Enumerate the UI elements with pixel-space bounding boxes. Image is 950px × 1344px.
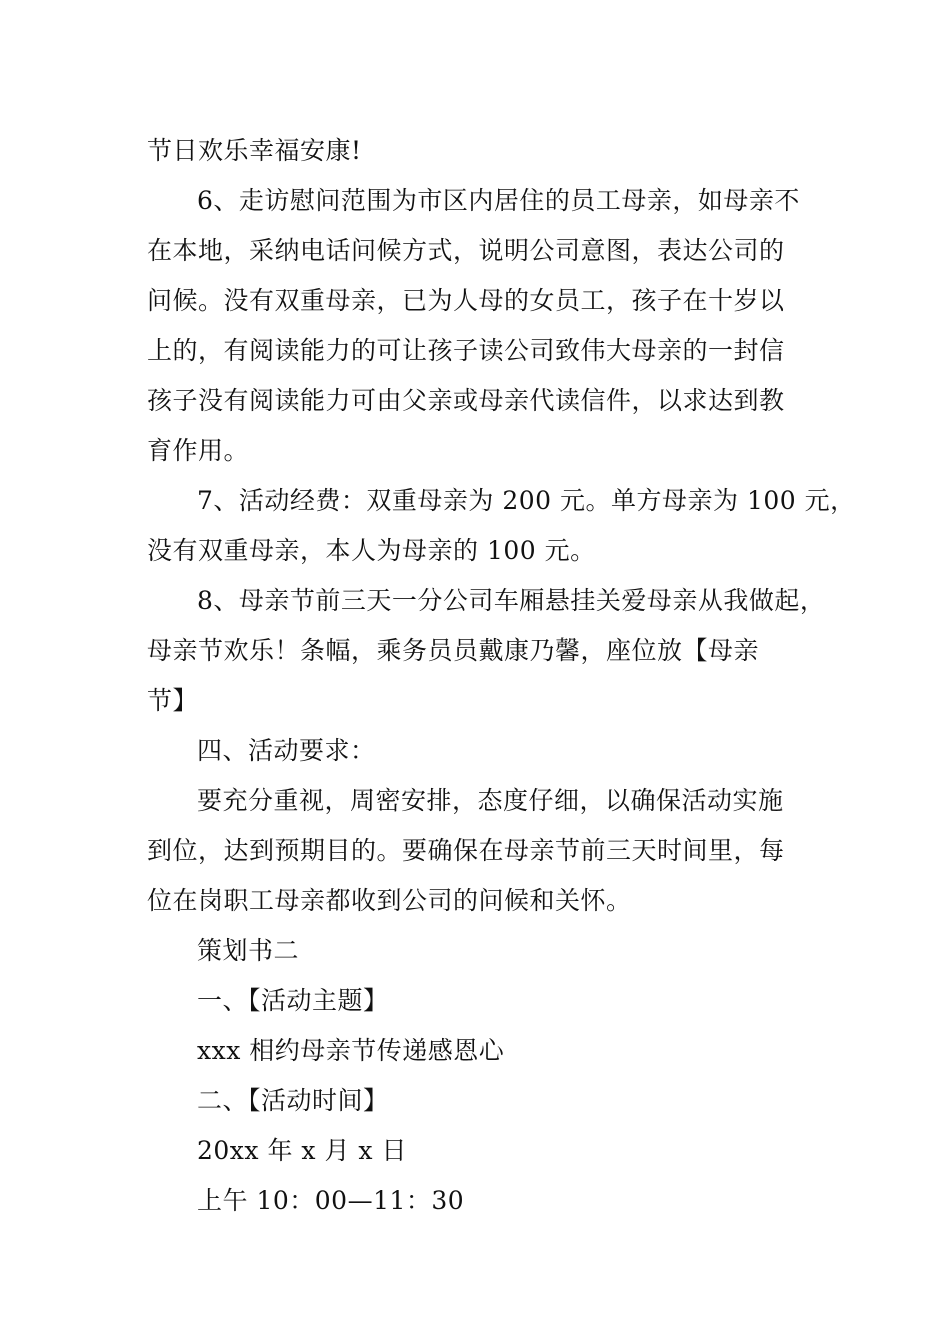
paragraph-line: 要充分重视，周密安排，态度仔细，以确保活动实施: [197, 786, 784, 815]
section-heading: 二、【活动时间】: [197, 1086, 389, 1115]
paragraph-line: 在本地，采纳电话问候方式，说明公司意图，表达公司的: [147, 236, 785, 265]
paragraph-line: 育作用。: [147, 436, 250, 465]
paragraph-line: 上的，有阅读能力的可让孩子读公司致伟大母亲的一封信: [147, 336, 785, 365]
paragraph-line: 8、母亲节前三天一分公司车厢悬挂关爱母亲从我做起，: [197, 586, 826, 615]
paragraph-line: 问候。没有双重母亲，已为人母的女员工，孩子在十岁以: [147, 286, 785, 315]
paragraph-line: 6、走访慰问范围为市区内居住的员工母亲，如母亲不: [197, 186, 800, 215]
paragraph-line: 20xx 年 x 月 x 日: [197, 1136, 407, 1165]
paragraph-line: 母亲节欢乐！条幅，乘务员员戴康乃馨，座位放【母亲: [147, 636, 760, 665]
paragraph-line: 7、活动经费：双重母亲为 200 元。单方母亲为 100 元，: [197, 486, 856, 515]
paragraph-line: 没有双重母亲，本人为母亲的 100 元。: [147, 536, 596, 565]
section-heading: 策划书二: [197, 936, 300, 965]
paragraph-line: 上午 10：00—11：30: [197, 1186, 465, 1215]
paragraph-line: 到位，达到预期目的。要确保在母亲节前三天时间里，每: [147, 836, 785, 865]
paragraph-line: xxx 相约母亲节传递感恩心: [197, 1036, 505, 1065]
paragraph-line: 孩子没有阅读能力可由父亲或母亲代读信件，以求达到教: [147, 386, 785, 415]
section-heading: 一、【活动主题】: [197, 986, 389, 1015]
paragraph-line: 位在岗职工母亲都收到公司的问候和关怀。: [147, 886, 632, 915]
section-heading: 四、活动要求：: [197, 736, 376, 765]
paragraph-line: 节】: [147, 686, 199, 715]
paragraph-line: 节日欢乐幸福安康!: [147, 136, 362, 165]
